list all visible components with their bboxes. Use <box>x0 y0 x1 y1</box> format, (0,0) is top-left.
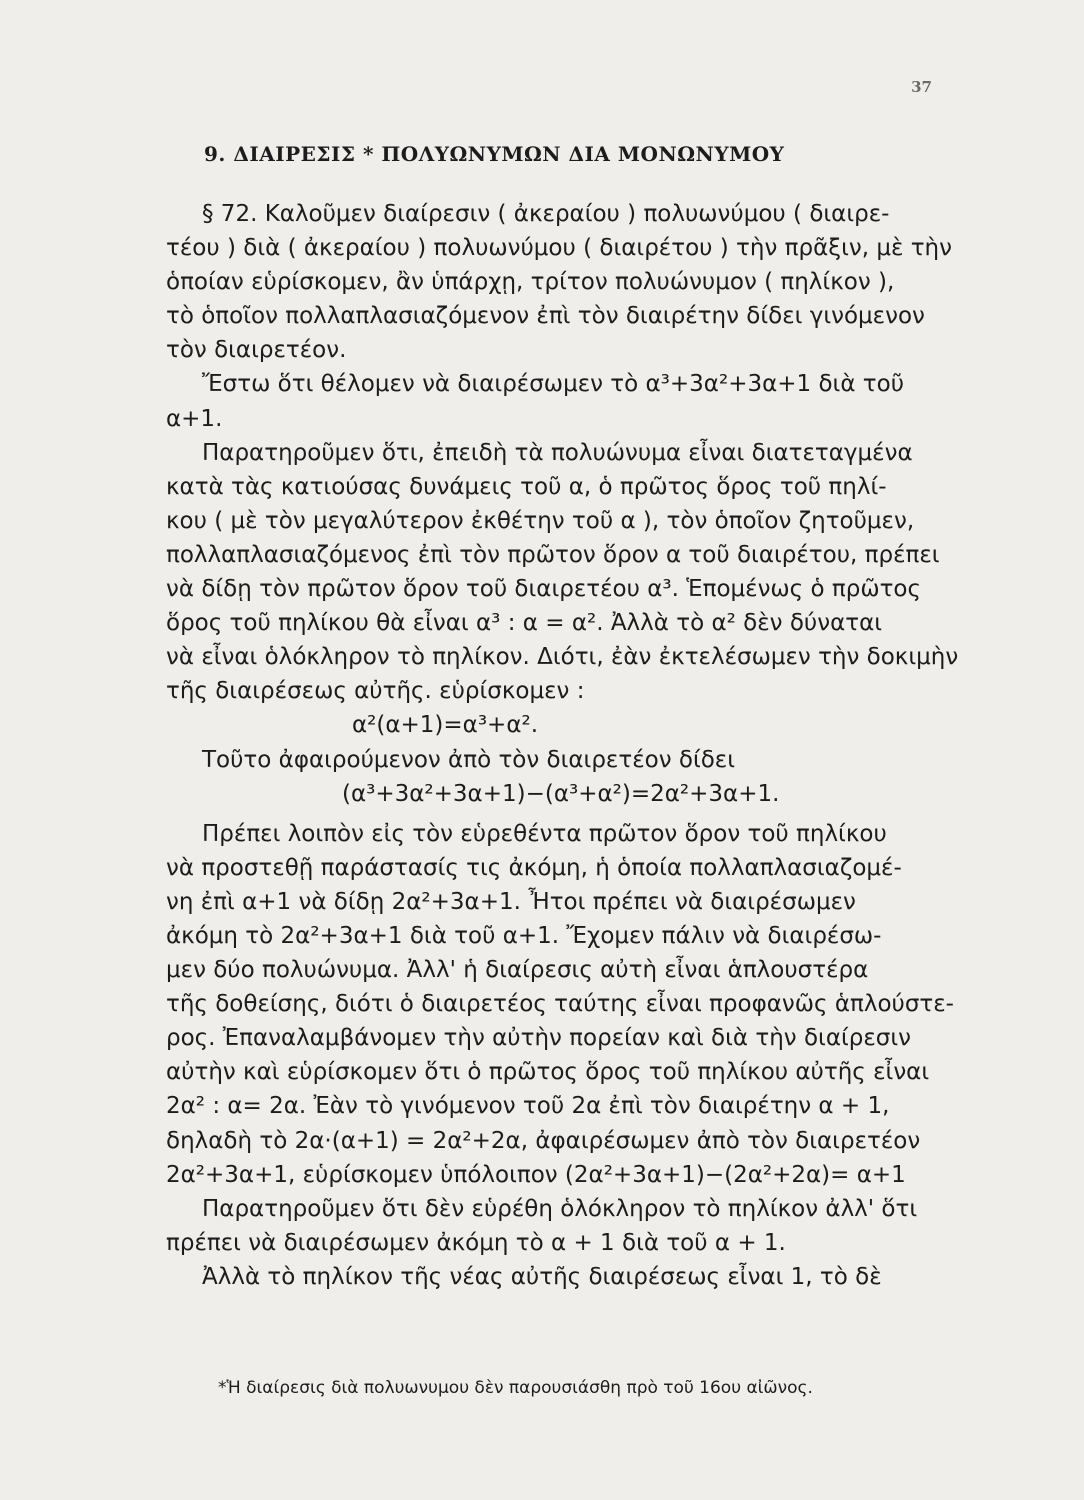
text-line: 2α²+3α+1, εὑρίσκομεν ὑπόλοιπον (2α²+3α+1)−(2α²+2α)= α+1 <box>166 1161 906 1188</box>
text-line: ὁποίαν εὑρίσκομεν, ἂν ὑπάρχῃ, τρίτον πολυώνυμον ( πηλίκον ), <box>166 269 895 296</box>
text-line: νὰ δίδῃ τὸν πρῶτον ὅρον τοῦ διαιρετέου α³. Ἑπομένως ὁ πρῶτος <box>166 576 922 603</box>
text-line: πρέπει νὰ διαιρέσωμεν ἀκόμη τὸ α + 1 διὰ τοῦ α + 1. <box>166 1229 786 1256</box>
text-line: Παρατηροῦμεν ὅτι δὲν εὑρέθη ὁλόκληρον τὸ πηλίκον ἀλλ' ὅτι <box>202 1195 918 1222</box>
body-text <box>166 197 959 1294</box>
text-line: Τοῦτο ἀφαιρούμενον ἀπὸ τὸν διαιρετέον δίδει <box>202 746 736 773</box>
text-line: Παρατηροῦμεν ὅτι, ἐπειδὴ τὰ πολυώνυμα εἶναι διατεταγμένα <box>202 439 913 466</box>
text-line: Ἀλλὰ τὸ πηλίκον τῆς νέας αὐτῆς διαιρέσεως εἶναι 1, τὸ δὲ <box>202 1263 882 1290</box>
text-line: κατὰ τὰς κατιούσας δυνάμεις τοῦ α, ὁ πρῶτος ὅρος τοῦ πηλί- <box>166 473 887 500</box>
formula-line: α²(α+1)=α³+α². <box>352 712 539 739</box>
text-line: ρος. Ἐπαναλαμβάνομεν τὴν αὐτὴν πορείαν καὶ διὰ τὴν διαίρεσιν <box>166 1025 911 1052</box>
text-line: α+1. <box>166 405 223 432</box>
section-heading: 9. ΔΙΑΙΡΕΣΙΣ * ΠΟΛΥΩΝΥΜΩΝ ΔΙΑ ΜΟΝΩΝΥΜΟΥ <box>204 142 785 166</box>
text-line: τῆς διαιρέσεως αὐτῆς. εὑρίσκομεν : <box>166 678 585 705</box>
text-line: κου ( μὲ τὸν μεγαλύτερον ἐκθέτην τοῦ α ), τὸν ὁποῖον ζητοῦμεν, <box>166 507 915 534</box>
text-line: § 72. Καλοῦμεν διαίρεσιν ( ἀκεραίου ) πολυωνύμου ( διαιρε- <box>202 201 890 227</box>
text-line: ὅρος τοῦ πηλίκου θὰ εἶναι α³ : α = α². Ἀλλὰ τὸ α² δὲν δύναται <box>166 610 883 637</box>
text-line: αὐτὴν καὶ εὑρίσκομεν ὅτι ὁ πρῶτος ὅρος τοῦ πηλίκου αὐτῆς εἶναι <box>166 1059 930 1086</box>
text-line: Πρέπει λοιπὸν εἰς τὸν εὑρεθέντα πρῶτον ὅρον τοῦ πηλίκου <box>202 820 887 847</box>
text-line: πολλαπλασιαζόμενος ἐπὶ τὸν πρῶτον ὅρον α τοῦ διαιρέτου, πρέπει <box>166 541 940 568</box>
text-line: μεν δύο πολυώνυμα. Ἀλλ' ἡ διαίρεσις αὐτὴ εἶναι ἁπλουστέρα <box>166 957 869 984</box>
page-number: 37 <box>911 78 932 96</box>
text-line: νὰ προστεθῇ παράστασίς τις ἀκόμη, ἡ ὁποία πολλαπλασιαζομέ- <box>166 854 902 881</box>
text-line: νη ἐπὶ α+1 νὰ δίδῃ 2α²+3α+1. Ἦτοι πρέπει νὰ διαιρέσωμεν <box>166 888 856 915</box>
text-line: τέου ) διὰ ( ἀκεραίου ) πολυωνύμου ( διαιρέτου ) τὴν πρᾶξιν, μὲ τὴν <box>166 235 952 262</box>
footnote: *Ἡ διαίρεσις διὰ πολυωνυμου δὲν παρουσιάσθη πρὸ τοῦ 16ου αἰῶνος. <box>218 1378 813 1398</box>
formula-line: (α³+3α²+3α+1)−(α³+α²)=2α²+3α+1. <box>342 780 780 807</box>
text-line: νὰ εἶναι ὁλόκληρον τὸ πηλίκον. Διότι, ἐὰν ἐκτελέσωμεν τὴν δοκιμὴν <box>166 644 959 671</box>
text-line: Ἔστω ὅτι θέλομεν νὰ διαιρέσωμεν τὸ α³+3α²+3α+1 διὰ τοῦ <box>202 371 905 398</box>
text-line: 2α² : α= 2α. Ἐὰν τὸ γινόμενον τοῦ 2α ἐπὶ τὸν διαιρέτην α + 1, <box>166 1093 890 1120</box>
text-line: τῆς δοθείσης, διότι ὁ διαιρετέος ταύτης εἶναι προφανῶς ἁπλούστε- <box>166 991 954 1018</box>
text-line: τὸ ὁποῖον πολλαπλασιαζόμενον ἐπὶ τὸν διαιρέτην δίδει γινόμενον <box>166 303 925 330</box>
text-line: ἀκόμη τὸ 2α²+3α+1 διὰ τοῦ α+1. Ἔχομεν πάλιν νὰ διαιρέσω- <box>166 922 882 949</box>
text-line: τὸν διαιρετέον. <box>166 337 347 364</box>
text-line: δηλαδὴ τὸ 2α·(α+1) = 2α²+2α, ἀφαιρέσωμεν ἀπὸ τὸν διαιρετέον <box>166 1127 921 1154</box>
